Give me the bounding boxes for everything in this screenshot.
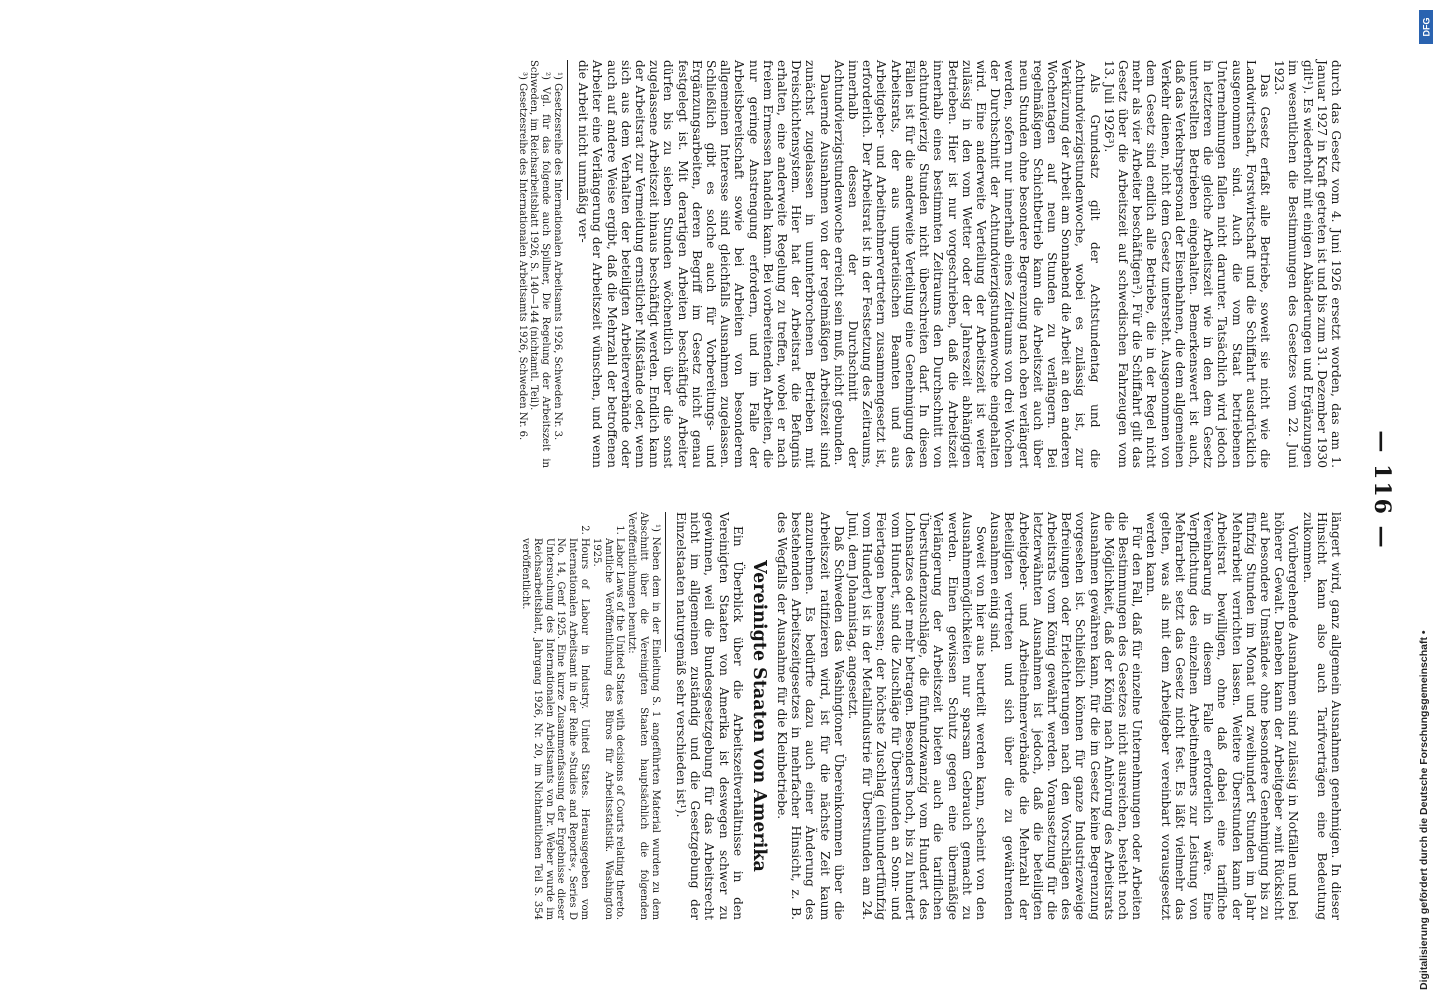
footnote-divider [665, 512, 666, 652]
body-paragraph: Soweit von hier aus beurteilt werden kann, scheint von den Ausnahmemöglichkeiten nur sparsam Gebrauch gemacht zu werden. Einen gewissen Schutz gegen eine übermäßige Verlängerung der Arbeitszeit bieten auch die tariflichen Überstundenzuschläge, die fünfundzwanzig vom Hundert des Lohnsatzes oder mehr betragen. Besonders hoch, bis zu hundert vom Hundert, sind die Zuschläge für Überstunden an Sonn- und Feiertagen bemessen; der höchste Zuschlag (einhundertfünfzig vom Hundert) ist in der Metallindustrie für Überstunden am 24. Juni, dem Johannistag, angesetzt. [846, 512, 988, 920]
right-column [519, 512, 1343, 920]
dfg-logo-text: DFG [1421, 17, 1431, 37]
footnote: ²) Vgl. für das folgende auch Spillner, Die Regelung der Arbeitszeit in Schweden, im Reichsarbeitsblatt 1926, S. 140—144 (nichtamtl. Teil). [528, 60, 552, 468]
body-paragraph: Ein Überblick über die Arbeitszeitverhältnisse in den Vereinigten Staaten von Amerika ist deswegen schwer zu gewinnen, weil die Bundesgesetzgebung für das Arbeitsrecht nicht im allgemeinen zuständig und die Gesetzgebung der Einzelstaaten naturgemäß sehr verschieden ist¹). [674, 512, 745, 920]
body-paragraph: Vorübergehende Ausnahmen sind zulässig in Notfällen und bei höherer Gewalt. Daneben kann der Arbeitgeber »mit Rücksicht auf besondere Umstände« ohne besondere Genehmigung bis zu fünfzig Stunden im Monat und zweihundert Stunden im Jahr Mehrarbeit verrichten lassen. Weitere Überstunden kann der Arbeitsrat bewilligen, ohne daß dabei eine tarifliche Vereinbarung in diesem Falle erforderlich wäre. Eine Verpflichtung des einzelnen Arbeitnehmers zur Leistung von Mehrarbeit setzt das Gesetz nicht fest. Es läßt vielmehr das gelten, was als mit dem Arbeitgeber vereinbart vorausgesetzt werden kann. [1144, 512, 1301, 920]
source-item: 1. Labor Laws of the United States with decisions of Courts relating thereto. Amtliche Veröffentlichung des Büros für Arbeitsstatistik. Washington 1925. [590, 538, 625, 920]
footnote-divider [567, 60, 568, 200]
body-paragraph: durch das Gesetz vom 4. Juni 1926 ersetzt worden, das am 1. Januar 1927 in Kraft getreten ist und bis zum 31. Dezember 1930 gilt¹). Es wiederholt mit einigen Abänderungen und Ergänzungen im wesentlichen die Bestimmungen des Gesetzes vom 22. Juni 1923. [1272, 60, 1343, 468]
body-paragraph: längert wird, ganz allgemein Ausnahmen genehmigen. In dieser Hinsicht kann also auch Tarifverträgen eine Bedeutung zukommen. [1300, 512, 1343, 920]
page-number: — 116 — [1369, 430, 1395, 550]
source-item: 2. Hours of Labour in Industry. United States. Herausgegeben vom Internationalen Arbeitsamt in der Reihe »Studies and Reports«, Series D No. 14, Genf 1925. Eine kurze Zusammenfassung der Ergebnisse dieser Untersuchung des Internationalen Arbeitsamts von Dr. Weber wurde im Reichsarbeitsblatt, Jahrgang 1926, Nr. 20, im Nichtamtlichen Teil S. 354 veröffentlicht. [519, 538, 590, 920]
footnote: ³) Gesetzesreihe des Internationalen Arbeitsamts 1926, Schweden Nr. 6. [516, 72, 528, 441]
footnote: ¹) Neben dem in der Einleitung S. 1 angeführten Material wurden zu dem Abschnitt über die Vereinigten Staaten hauptsächlich die folgenden Veröffentlichungen benutzt: [626, 512, 661, 920]
body-paragraph: Als Grundsatz gilt der Achtstundentag und die Achtundvierzigstundenwoche, wobei es zulässig ist, zur Verkürzung der Arbeit am Sonnabend die Arbeit an den anderen Wochentagen auf neun Stunden zu verlängern. Bei regelmäßigem Schichtbetrieb kann die Arbeitszeit auch über neun Stunden ohne besondere Begrenzung nach oben verlängert werden, sofern nur innerhalb eines Zeitraums von drei Wochen der Durchschnitt der Achtundvierzigstundenwoche eingehalten wird. Eine anderweite Verteilung der Arbeitszeit ist weiter zulässig in den vom Wetter oder der Jahreszeit abhängigen Betrieben. Hier ist nur vorgeschrieben, daß die Arbeitszeit innerhalb eines bestimmten Zeitraums den Durchschnitt von achtundvierzig Stunden nicht überschreiten darf. In diesen Fällen ist für die anderweite Verteilung eine Genehmigung des Arbeitsrats, der aus unparteiischen Beamten und aus Arbeitgeber- und Arbeitnehmervertretern zusammengesetzt ist, erforderlich. Der Arbeitsrat ist in der Festsetzung des Zeitraums, innerhalb dessen der Durchschnitt der Achtundvierzigstundenwoche erreicht sein muß, nicht gebunden. [831, 60, 1102, 468]
footnote-source-list [519, 512, 625, 920]
body-paragraph: Dauernde Ausnahmen von der regelmäßigen Arbeitszeit sind zunächst zugelassen in ununterbrochenen Betrieben mit Dreischichtensystem. Hier hat der Arbeitsrat die Befugnis erhalten, eine anderweite Regelung zu treffen, wobei er nach freiem Ermessen handeln kann. Bei vorbereitenden Arbeiten, die nur geringe Anstrengung erfordern, und im Falle der Arbeitsbereitschaft sowie bei Arbeiten von besonderem allgemeinen Interesse sind gleichfalls Ausnahmen zugelassen. Schließlich gibt es solche auch für Vorbereitungs- und Ergänzungsarbeiten, deren Begriff im Gesetz nicht genau festgelegt ist. Mit derartigen Arbeiten beschäftigte Arbeiter dürfen bis zu sieben Stunden wöchentlich über die sonst zugelassene Arbeitszeit hinaus beschäftigt werden. Endlich kann der Arbeitsrat zur Vermeidung ernstlicher Mißstände oder, wenn sich aus dem Verhalten der beteiligten Arbeiterverbände oder auch auf andere Weise ergibt, daß die Mehrzahl der betroffenen Arbeiter eine Verlängerung der Arbeitszeit wünschen, und wenn die Arbeit nicht unmäßig ver- [576, 60, 832, 468]
rotated-scanned-page [125, 60, 1395, 920]
footnote: ¹) Gesetzesreihe des Internationalen Arbeitsamts 1926, Schweden Nr. 3. [552, 72, 564, 441]
digitization-credit: Digitalisierung gefördert durch die Deutsche Forschungsgemeinschaft • [1418, 630, 1430, 990]
body-paragraph: Das Gesetz erfaßt alle Betriebe, soweit sie nicht wie die Landwirtschaft, Forstwirtschaft und die Schiffahrt ausdrücklich ausgenommen sind. Auch die vom Staat betriebenen Unternehmungen fallen nicht darunter. Tatsächlich wird jedoch in letzteren die gleiche Arbeitszeit wie in den dem Gesetz unterstellten Betrieben eingehalten. Bemerkenswert ist auch, daß das Verkehrspersonal der Eisenbahnen, die dem allgemeinen Verkehr dienen, nicht dem Gesetz untersteht. Ausgenommen von dem Gesetz sind endlich alle Betriebe, die in der Regel nicht mehr als vier Arbeiter beschäftigen²). Für die Schiffahrt gilt das Gesetz über die Arbeitszeit auf schwedischen Fahrzeugen vom 13. Juli 1926³). [1101, 60, 1272, 468]
section-heading: Vereinigte Staaten von Amerika [748, 560, 769, 872]
left-column [516, 60, 1343, 468]
body-paragraph: Für den Fall, daß für einzelne Unternehmungen oder Arbeiten die Bestimmungen des Gesetzes nicht ausreichen, besteht noch die Möglichkeit, daß der König nach Anhörung des Arbeitsrats Ausnahmen gewähren kann, für die im Gesetz keine Begrenzung vorgesehen ist. Schließlich können für ganze Industriezweige Befreiungen oder Erleichterungen nach den Vorschlägen des Arbeitsrats vom König gewährt werden. Voraussetzung für die letzterwähnten Ausnahmen ist jedoch, daß die beteiligten Arbeitgeber- und Arbeitnehmerverbände die Mehrzahl der Beteiligten vertreten und sich über die zu gewährenden Ausnahmen einig sind. [988, 512, 1145, 920]
dfg-logo [1419, 10, 1433, 44]
body-paragraph: Daß Schweden das Washingtoner Übereinkommen über die Arbeitszeit ratifizieren wird, ist für die nächste Zeit kaum anzunehmen. Es bedürfte dazu auch einer Änderung des bestehenden Arbeitszeitgesetzes in mehrfacher Hinsicht, z. B. des Wegfalls der Ausnahme für die Kleinbetriebe. [775, 512, 846, 920]
